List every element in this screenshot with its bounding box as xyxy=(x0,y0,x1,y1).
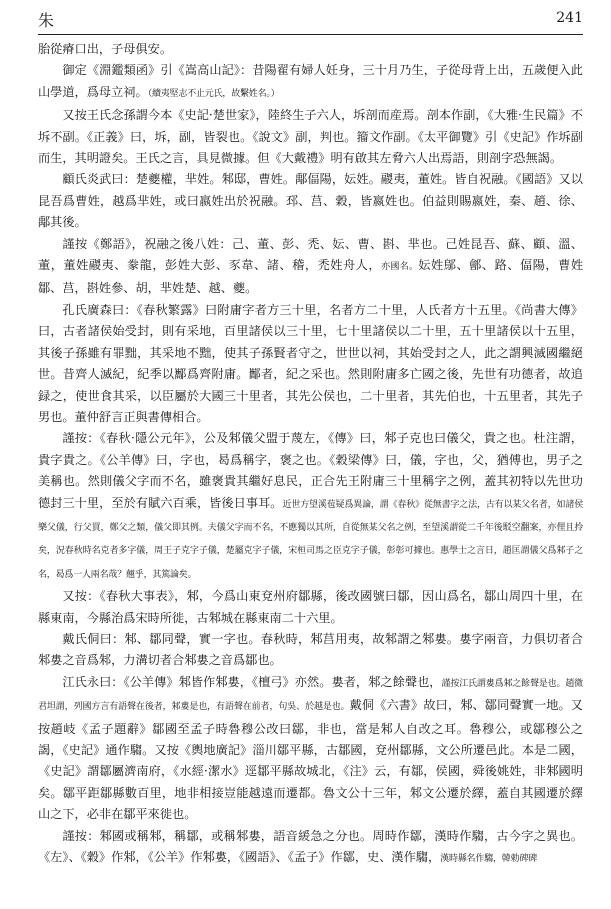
paragraph-1 xyxy=(38,39,583,60)
paragraph-text: 戴氏侗曰：邾、鄒同聲，實一字也。春秋時，邾莒用夷，故邾謂之邾婁。婁字兩音，力俱切者合邾婁之音爲邾，力溝切者合邾婁之音爲鄒也。 xyxy=(38,631,583,668)
paragraph-2 xyxy=(38,60,583,105)
header-rule xyxy=(38,34,583,35)
paragraph-text-continued: 戴侗《六書》故曰，邾、鄒同聲實一地。又按趙岐《孟子題辭》鄒國至孟子時魯穆公改曰鄒，非也，當是邾人自改之耳。魯穆公，或鄒穆公之謁，《史記》通作騶。又按《輿地廣記》淄川鄒平縣，古鄒國，兗州鄒縣，文公所遷邑此。本是二國，《史記》謂鄒屬濟南府，《水經·潔水》逕鄒平縣故城北，《注》云，有鄒，侯國，舜後姚姓，非邾國明矣。鄒平距鄒縣數百里，地非相接豈能越遠而遷都。魯文公十三年，邾文公遷於繹，蓋自其國遷於繹山之下，必非在鄒平來徙也。 xyxy=(38,698,583,822)
paragraph-8 xyxy=(38,586,583,629)
paragraph-text: 江氏永曰：《公羊傳》邾皆作邾婁，《檀弓》亦然。婁者，邾之餘聲也， xyxy=(62,674,442,689)
small-print-note: 謹按江氏謂婁爲邾之餘聲是也。趙微君坦謂，列國方言有語聲在後者，邾婁是也，有語聲在前者，句吳、於越是也。 xyxy=(38,678,583,713)
paragraph-4 xyxy=(38,169,583,233)
paragraph-text: 謹按《鄭語》，祝融之後八姓：己、董、彭、禿、妘、曹、斟、芈也。己姓昆吾、蘇、顧、溫、董，董姓鬷夷、豢龍，彭姓大彭、豕韋、諸、稽，禿姓舟人， xyxy=(38,236,583,273)
paragraph-5 xyxy=(38,234,583,300)
paragraph-text: 胎從瘠口出，子母俱安。 xyxy=(38,42,173,56)
paragraph-text: 顧氏炎武曰：楚夔權，芈姓。邾邸，曹姓。鄅偪陽，妘姓。鬷夷，董姓。皆自祝融。《國語》又以昆吾爲曹姓，越爲芈姓，或曰嬴姓出於祝融。邳、莒、穀，皆嬴姓也。伯益則賜嬴姓，秦、趙、徐、鄅其後。 xyxy=(38,172,583,230)
page-body xyxy=(38,39,583,870)
paragraph-3 xyxy=(38,105,583,169)
paragraph-text: 又按：《春秋大事表》，邾，今爲山東兗州府鄒縣，後改國號曰鄒，因山爲名，鄒山周四十里，在縣東南，今縣治爲宋時所徙，古邾城在縣東南二十六里。 xyxy=(38,589,583,625)
running-head-character: 朱 xyxy=(38,11,55,30)
paragraph-text: 又按王氏念孫謂今本《史記·楚世家》，陸終生子六人，坼剖而産焉。剖本作副，《大雅·生民篇》不坼不副。《正義》曰，坼，副，皆裂也。《說文》副，判也。籀文作副。《太平御覽》引《史記》作坼副而生，其明證矣。王氏之言，具見微據。但《大戴禮》明有啟其左脅六人出焉語，則剖字恐無謁。 xyxy=(38,108,583,166)
running-header xyxy=(38,8,583,34)
small-print-note: 漢時縣名作騶，韓勅碑碑 xyxy=(440,854,537,865)
paragraph-9 xyxy=(38,629,583,672)
paragraph-6 xyxy=(38,300,583,428)
paragraph-text: 御定《淵鑑類函》引《嵩高山記》：昔陽翟有婦人妊身，三十月乃生，子從母背上出，五歲便入此山學道，爲母立祠。 xyxy=(38,63,583,99)
paragraph-text: 孔氏廣森曰：《春秋繁露》曰附庸字者方三十里，名者方二十里，人氏者方十五里。《尚書大傳》曰，古者諸侯始受封，則有采地，百里諸侯以三十里，七十里諸侯以二十里，五十里諸侯以十五里，其後子孫雖有罪黜，其采地不黜，使其子孫賢者守之，世世以祠，其始受封之人，此之謂興滅國繼絕世。昔齊人滅紀，紀季以酅爲齊附庸。酅者，紀之采也。然則附庸多亡國之後，先世有功德者，故追録之，使世食其采，以臣屬於大國三十里者，其先公侯也，二十里者，其先伯也，十五里者，其先子男也。董仲舒言正與書傳相合。 xyxy=(38,302,583,424)
paragraph-text-continued: 妘姓鄔、鄶、路、偪陽，曹姓鄒、莒，斟姓參、胡，芈姓楚、越、夔。 xyxy=(38,258,584,296)
paragraph-text: 謹按：《春秋·隱公元年》，公及邾儀父盟于蔑左，《傳》曰，邾子克也曰儀父，貴之也。杜注謂，貴字貴之。《公羊傳》曰，字也，曷爲稱字，褒之也。《穀梁傳》曰，儀，字也，父，猶傅也，男子之美稱也。然則儀父字而不名，雖褒貴其繼好息民，正合先王附庸三十里稱字之例，蓋其初特以先世功德封三十里，至於有賦六百乘，皆後日事耳。 xyxy=(38,431,583,510)
small-print-note: （續夷堅志不止元氏，故繫姓名。） xyxy=(147,88,280,99)
paragraph-11 xyxy=(38,826,583,871)
paragraph-7 xyxy=(38,428,583,586)
paragraph-10 xyxy=(38,672,583,826)
paragraph-text: 謹按：邾國或稱邾，稱鄒，或稱邾婁，語音緩急之分也。周時作鄒，漢時作騶，古今字之異也。《左》、《穀》作邾，《公羊》作邾婁，《國語》、《孟子》作鄒，史、漢作騶， xyxy=(38,828,583,865)
page-number: 241 xyxy=(556,10,583,26)
small-print-note: 近世方望溪苞疑爲異論，謂《春秋》從無書字之法，古有以某父名者，如諸侯樂父儀，行父買，鄭父之類，儀父即其例。夫儀父字而不名，不應獨以其所，自從無某父名之例，至望溪謂從二千年後駁空翻案，亦俚且拎矣，況春秋時名克者多字儀，周王子克字子儀，楚屬克字子儀，宋桓司馬之臣克字子儀，彰彰可據也。惠學士之言日，趙匡謂儀父爲邾子之名，曷爲一人兩名哉？翹乎，其篤論矣。 xyxy=(38,499,584,580)
small-print-note: 亦國名。 xyxy=(381,262,419,273)
